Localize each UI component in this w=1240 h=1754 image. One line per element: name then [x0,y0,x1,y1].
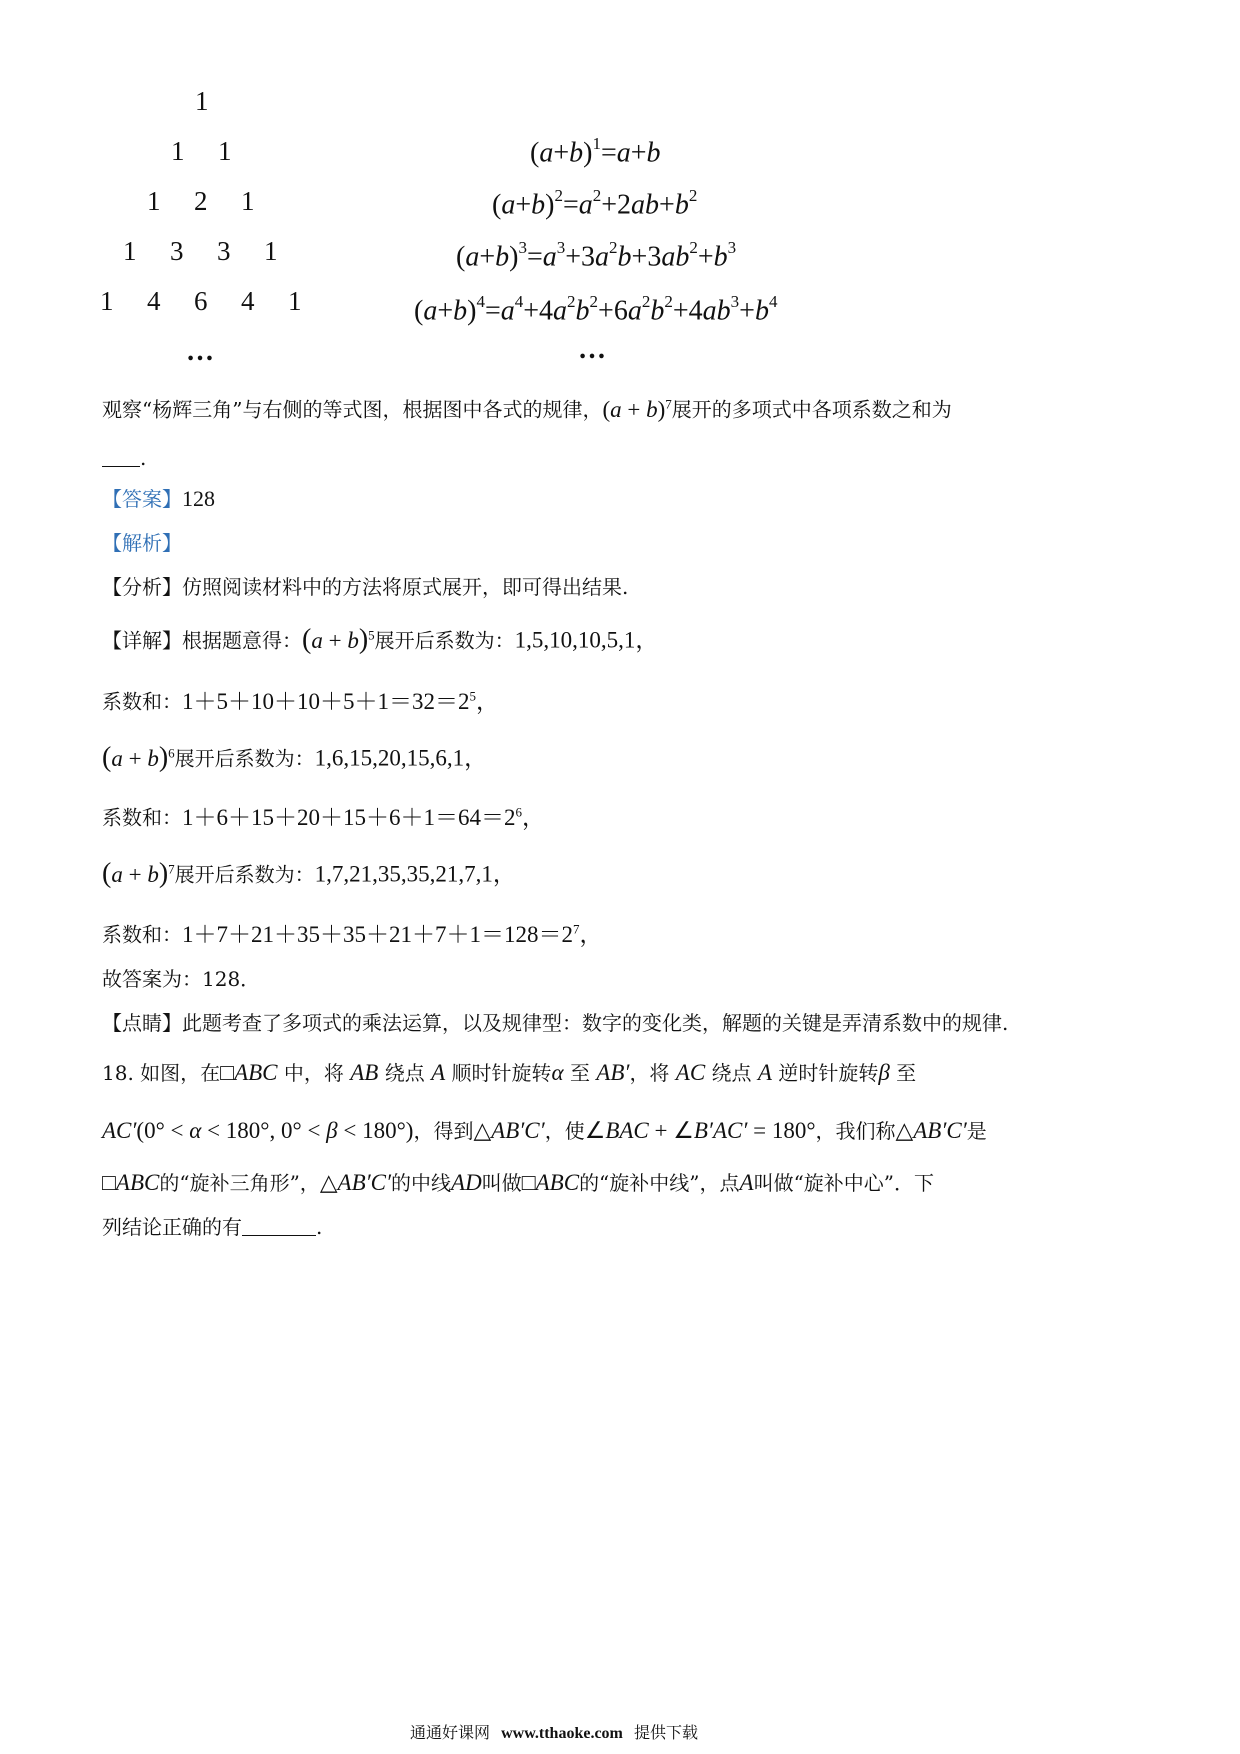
conclusion: 故答案为：128． [102,967,261,991]
answer-line [102,486,215,512]
triangle-number: 1 [264,236,278,266]
sum-expr-6: $1+6+15+20+15+6+1=64=2^6$， [182,804,545,830]
answer-value: 128 [182,486,215,511]
math-a: A [431,1060,446,1085]
math-binomial-7b: $(a + b)^7$ [102,857,175,889]
q18-line-1 [102,1060,1142,1086]
q18-text: 叫做“旋补中心”．下 [753,1171,935,1195]
triangle-number: 6 [194,286,208,316]
triangle-number: 3 [170,236,184,266]
analysis-label: 【解析】 [102,531,182,555]
equation-power-1: $(a+b)^1=a+b$ [530,134,661,169]
q18-text: 的“旋补三角形”， [159,1171,320,1195]
math-triangle-abpcp: △AB′C′ [895,1118,967,1143]
equation-ellipsis: … [578,334,607,365]
math-ac: AC [675,1060,706,1085]
footer-url: www.tthaoke.com [501,1725,623,1742]
triangle-number: 1 [241,186,255,216]
detail-expand-label: 展开后系数为： [174,746,315,771]
footer-action: 提供下载 [633,1723,698,1742]
q18-text: 中，将 [283,1061,344,1085]
detail-line-1 [102,622,658,654]
answer-blank [102,448,140,467]
fenxi-text: 仿照阅读材料中的方法将原式展开，即可得出结果. [182,575,629,599]
math-ad: AD [451,1170,482,1195]
answer-blank [242,1217,316,1236]
q18-end-punct: . [316,1215,323,1239]
math-angle-sum: ∠BAC + ∠B′AC′ = 180° [584,1118,816,1143]
dianjing-line [102,1010,1008,1036]
math-binomial-5: $(a + b)^5$ [302,623,375,655]
q18-text: 如图，在 [140,1061,221,1085]
q18-text: 叫做 [481,1171,522,1195]
math-a: A [757,1060,772,1085]
answer-label: 【答案】 [102,487,182,511]
triangle-number: 1 [100,286,114,316]
math-ab: AB [350,1060,379,1085]
triangle-ellipsis: … [186,336,215,367]
sum-expr-7-text: 1＋7＋21＋35＋35＋21＋7＋1＝128＝2 [182,921,573,947]
q18-line-3 [102,1170,934,1196]
detail-sum-6 [102,799,545,831]
math-binomial-7: $(a + b)^7$ [602,396,672,422]
dianjing-text: 此题考查了多项式的乘法运算，以及规律型：数字的变化类，解题的关键是弄清系数中的规律. [182,1011,1009,1035]
q18-line-4 [102,1214,322,1240]
sum-expr-6-text: 1＋6＋15＋20＋15＋6＋1＝64＝2 [182,804,516,830]
math-triangle-abc: □ABC [102,1170,160,1195]
question-text [102,391,952,423]
math-a: A [739,1170,754,1195]
question-text-after: 展开的多项式中各项系数之和为 [671,397,952,422]
coef-list-6: 1,6,15,20,15,6,1， [314,745,488,771]
equation-power-3: $(a+b)^3=a^3+3a^2b+3ab^2+b^3$ [456,238,737,273]
math-alpha: α [551,1060,564,1085]
dianjing-label: 【点睛】 [102,1011,182,1035]
triangle-number: 2 [194,186,208,216]
question-end-punct: . [140,446,147,470]
q18-text: 绕点 [711,1061,752,1085]
triangle-number: 1 [195,86,209,116]
detail-label: 【详解】 [102,628,182,653]
q18-text: 至 [569,1061,590,1085]
sum-label: 系数和： [102,805,182,830]
fenxi-label: 【分析】 [102,575,182,599]
detail-line-7 [102,856,516,888]
detail-expand-label: 展开后系数为： [174,862,315,887]
q18-text: 列结论正确的有 [102,1215,242,1239]
q18-text: ，使 [544,1119,585,1143]
q18-text: 是 [966,1119,987,1143]
fenxi-line [102,574,628,600]
q18-text: 的中线 [391,1171,452,1195]
q18-text: 至 [896,1061,917,1085]
q18-text: ，我们称 [815,1119,896,1143]
answer-blank-line [102,445,146,471]
footer-site: 通通好课网 [410,1723,491,1742]
equation-power-4: $(a+b)^4=a^4+4a^2b^2+6a^2b^2+4ab^3+b^4$ [414,292,778,327]
q18-text: 顺时针旋转 [451,1061,552,1085]
q18-number: 18. [102,1061,134,1085]
triangle-number: 1 [218,136,232,166]
q18-text: 逆时针旋转 [778,1061,879,1085]
triangle-number: 3 [217,236,231,266]
detail-intro: 根据题意得： [182,628,302,653]
triangle-number: 4 [147,286,161,316]
triangle-number: 1 [123,236,137,266]
math-triangle-abc: □ABC [220,1060,278,1085]
footer [410,1720,698,1743]
math-binomial-6: $(a + b)^6$ [102,741,175,773]
q18-line-2 [102,1118,987,1144]
detail-line-6 [102,740,487,772]
triangle-number: 1 [147,186,161,216]
sum-label: 系数和： [102,922,182,947]
detail-sum-5 [102,683,499,715]
q18-text: ，将 [629,1061,670,1085]
triangle-number: 4 [241,286,255,316]
sum-expr-5-text: 1＋5＋10＋10＋5＋1＝32＝2 [182,688,470,714]
sum-expr-5: $1+5+10+10+5+1=32=2^5$， [182,688,499,714]
sum-label: 系数和： [102,689,182,714]
q18-text: 绕点 [384,1061,425,1085]
question-text-before: 观察“杨辉三角”与右侧的等式图，根据图中各式的规律， [102,397,603,422]
q18-text: 的“旋补中线”，点 [579,1171,740,1195]
triangle-number: 1 [288,286,302,316]
detail-sum-7 [102,916,603,948]
math-triangle-abpcp: △AB′C′ [473,1118,545,1143]
detail-expand-label: 展开后系数为： [374,628,515,653]
equation-power-2: $(a+b)^2=a^2+2ab+b^2$ [492,186,698,221]
math-beta: β [878,1060,890,1085]
math-triangle-abpcp: △AB′C′ [319,1170,392,1195]
q18-text: ，得到 [413,1119,474,1143]
math-angle-range: AC′(0° < α < 180°, 0° < β < 180°) [102,1118,414,1143]
math-ab-prime: AB′ [596,1060,630,1085]
math-triangle-abc: □ABC [521,1170,580,1195]
triangle-number: 1 [171,136,185,166]
sum-expr-7: $1+7+21+35+35+21+7+1=128=2^7$， [182,921,603,947]
coef-list-7: 1,7,21,35,35,21,7,1， [314,861,516,887]
coef-list-5: 1,5,10,10,5,1， [514,627,659,653]
